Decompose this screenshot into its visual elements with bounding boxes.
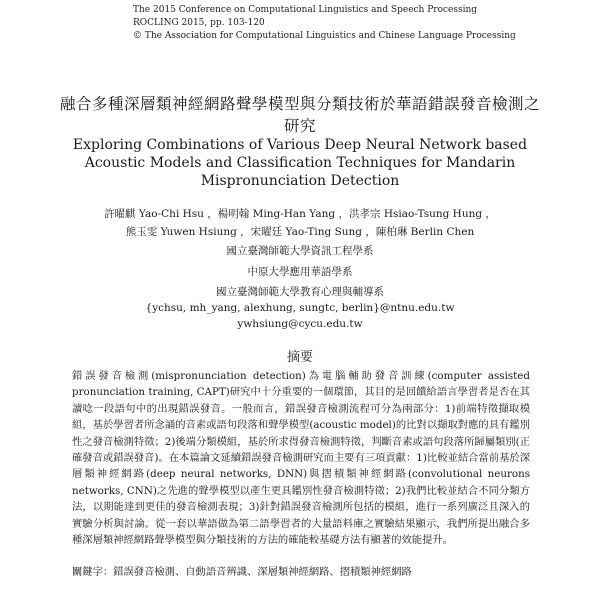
conference-header [133, 4, 516, 43]
copyright-line: © The Association for Computational Linguistics and Chinese Language Processing [133, 31, 516, 41]
conference-line: The 2015 Conference on Computational Linguistics and Speech Processing [133, 5, 478, 15]
affiliation: 國立臺灣師範大學教育心理與輔導系 [216, 286, 384, 298]
affiliation: 中原大學應用華語學系 [247, 266, 353, 278]
author-list [60, 205, 540, 241]
affiliation: 國立臺灣師範大學資訊工程學系 [226, 245, 374, 257]
keywords-line: 關鍵字：錯誤發音檢測、自動語音辨識、深層類神經網路、摺積類神經網路 [72, 566, 412, 578]
abstract-body: 錯誤發音檢測(mispronunciation detection)為電腦輔助發音訓練(computer assisted pronunciation training, CAPT)研究中十分重要的一個環節，其目的是回饋給語言學習者是否在其讀唸一段語句中的出現錯誤發音。一般而言，錯誤發音檢測流程可分為兩部分：1)前端特徵擷取模組，基於學習者所念誦的音素或語句段落和聲學模型(acoustic model)的比對以擷取對應的具有鑑別性之發音檢測特徵；2)後端分類模組，基於所求得發音檢測特徵，判斷音素或語句段落所歸屬類別(正確發音或錯誤發音)。在本篇論文延續錯誤發音檢測研究而主要有三項貢獻：1)比較並結合當前基於深層類神經網路(deep neural networks, DNN)與摺積類神經網路(convolutional neurons networks, CNN)之先進的聲學模型以產生更具鑑別性發音檢測特徵；2)我們比較並結合不同分類方法，以期能達到更佳的發音檢測表現；3)針對錯誤發音檢測所包括的模組，進行一系列廣泛且深入的實驗分析與討論。從一套以華語做為第二語學習者的大量語料庫之實驗結果顯示，我們所提出融合多種深層類神經網路聲學模型與分類技術的方法的確能較基礎方法有顯著的效能提升。 [72, 370, 530, 547]
author-line: 熊玉雯 Yuwen Hsiung ，宋曜廷 Yao-Ting Sung ，陳柏琳 Berlin Chen [125, 226, 475, 238]
chinese-title: 融合多種深層類神經網路聲學模型與分類技術於華語錯誤發音檢測之研究 [60, 95, 541, 135]
author-line: 許曜麒 Yao-Chi Hsu ，楊明翰 Ming-Han Yang ，洪孝宗 Hsiao-Tsung Hung ， [104, 208, 496, 220]
email-line: {ychsu, mh_yang, alexhung, sungtc, berlin}@ntnu.edu.tw [145, 302, 455, 314]
english-title: Exploring Combinations of Various Deep Neural Network based Acoustic Models and Classification Techniques for Mandarin Mispronunciation Detection [72, 137, 528, 189]
proceedings-line: ROCLING 2015, pp. 103-120 [133, 18, 265, 28]
email-line: ywhsiung@cycu.edu.tw [237, 318, 363, 330]
abstract-heading: 摘要 [286, 350, 313, 365]
